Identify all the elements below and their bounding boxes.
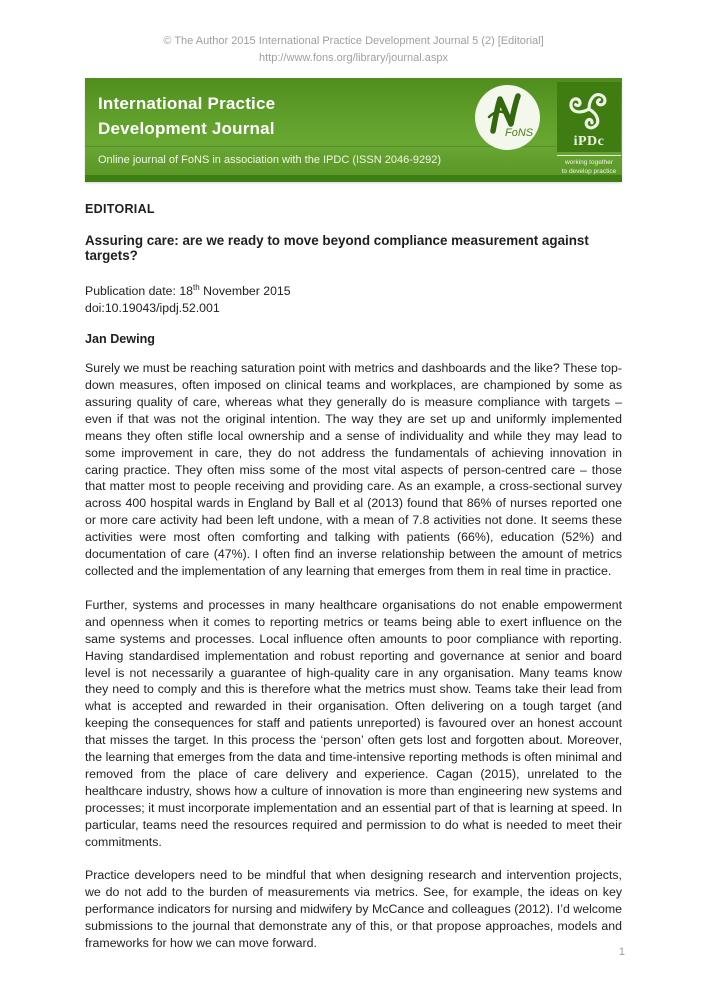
publication-info bbox=[85, 279, 622, 317]
publication-date-suffix: November 2015 bbox=[199, 284, 291, 299]
author-name: Jan Dewing bbox=[85, 332, 155, 347]
ipdc-logo bbox=[557, 82, 621, 176]
journal-title bbox=[98, 91, 275, 141]
copyright-header bbox=[0, 0, 707, 67]
doi: doi:10.19043/ipdj.52.001 bbox=[85, 301, 220, 316]
paragraph: Practice developers need to be mindful that when designing research and intervention projects, we do not add to the burden of measurements via metrics. See, for example, the ideas on key performance indicators for nursing and midwifery by McCance and colleagues (2012). I’d welcome submissions to the journal that demonstrate any of this, or that propose approaches, models and frameworks for how we can move forward. bbox=[85, 868, 622, 951]
journal-subtitle: Online journal of FoNS in association with the IPDC (ISSN 2046-9292) bbox=[98, 154, 442, 166]
publication-date-superscript: th bbox=[193, 283, 200, 292]
ipdc-triskelion-icon bbox=[566, 85, 612, 131]
ipdc-tagline-line2: to develop practice bbox=[561, 167, 617, 175]
publication-date-prefix: Publication date: 18 bbox=[85, 284, 194, 299]
ipdc-tagline-line1: working together bbox=[564, 159, 614, 166]
copyright-line: © The Author 2015 International Practice Development Journal 5 (2) [Editorial] bbox=[163, 35, 544, 47]
journal-banner bbox=[85, 78, 622, 182]
svg-text:FoNS: FoNS bbox=[505, 127, 534, 139]
page-number: 1 bbox=[618, 946, 625, 958]
journal-title-line2: Development Journal bbox=[98, 119, 275, 138]
ipdc-tagline bbox=[557, 155, 621, 176]
paragraph: Further, systems and processes in many healthcare organisations do not enable empowerment and openness when it comes to reporting metrics or teams being able to exert influence on the same systems and processes. Local influence often amounts to poor compliance with reporting. Having standardised implementation and robust reporting and governance at senior and board level is not necessarily a guarantee of high-quality care in any organisation. Many teams know they need to comply and this is therefore what the metrics must show. Teams take their lead from what is accepted and rewarded in their organisation. Often delivering on a tough target (and keeping the consequences for staff and patients unreported) is favoured over an honest account that misses the target. In this process the ‘person’ often gets lost and forgotten about. Moreover, the learning that emerges from the data and time-intensive reporting methods is often minimal and removed from the place of care delivery and experience. Cagan (2015), unrelated to the healthcare industry, shows how a culture of innovation is more than engineering new systems and processes; it must incorporate implementation and an essential part of that is learning at speed. In particular, teams need the resources required and permission to do what is needed to meet their commitments. bbox=[85, 597, 622, 849]
article-title: Assuring care: are we ready to move beyond compliance measurement against targets? bbox=[85, 233, 589, 263]
journal-title-line1: International Practice bbox=[98, 94, 276, 113]
ipdc-logo-label: iPDc bbox=[573, 134, 605, 149]
fons-logo-icon bbox=[474, 84, 541, 151]
journal-url: http://www.fons.org/library/journal.aspx bbox=[259, 52, 448, 64]
ipdc-logo-square bbox=[557, 82, 621, 152]
publication-date bbox=[85, 279, 622, 300]
section-label: EDITORIAL bbox=[85, 202, 155, 216]
paragraph: Surely we must be reaching saturation point with metrics and dashboards and the like? These top-down measures, often imposed on clinical teams and workplaces, are championed by some as assuring quality of care, whereas what they generally do is measure compliance with targets – even if that was not the original intention. The way they are set up and uniformly implemented means they often stifle local ownership and a sense of individuality and while they may lead to some improvement in care, they do not address the fundamentals of achieving innovation in caring practice. They often miss some of the most vital aspects of person-centred care – those that matter most to people receiving and providing care. As an example, a cross-sectional survey across 400 hospital wards in England by Ball et al (2013) found that 86% of nurses reported one or more care activity had been left undone, with a mean of 7.8 activities not done. It seems these activities were most often comforting and talking with patients (66%), education (52%) and documentation of care (47%). I often find an inverse relationship between the amount of metrics collected and the implementation of any learning that emerges from them in real time in practice. bbox=[85, 361, 622, 578]
article-body bbox=[85, 360, 622, 952]
fons-logo bbox=[474, 84, 541, 151]
